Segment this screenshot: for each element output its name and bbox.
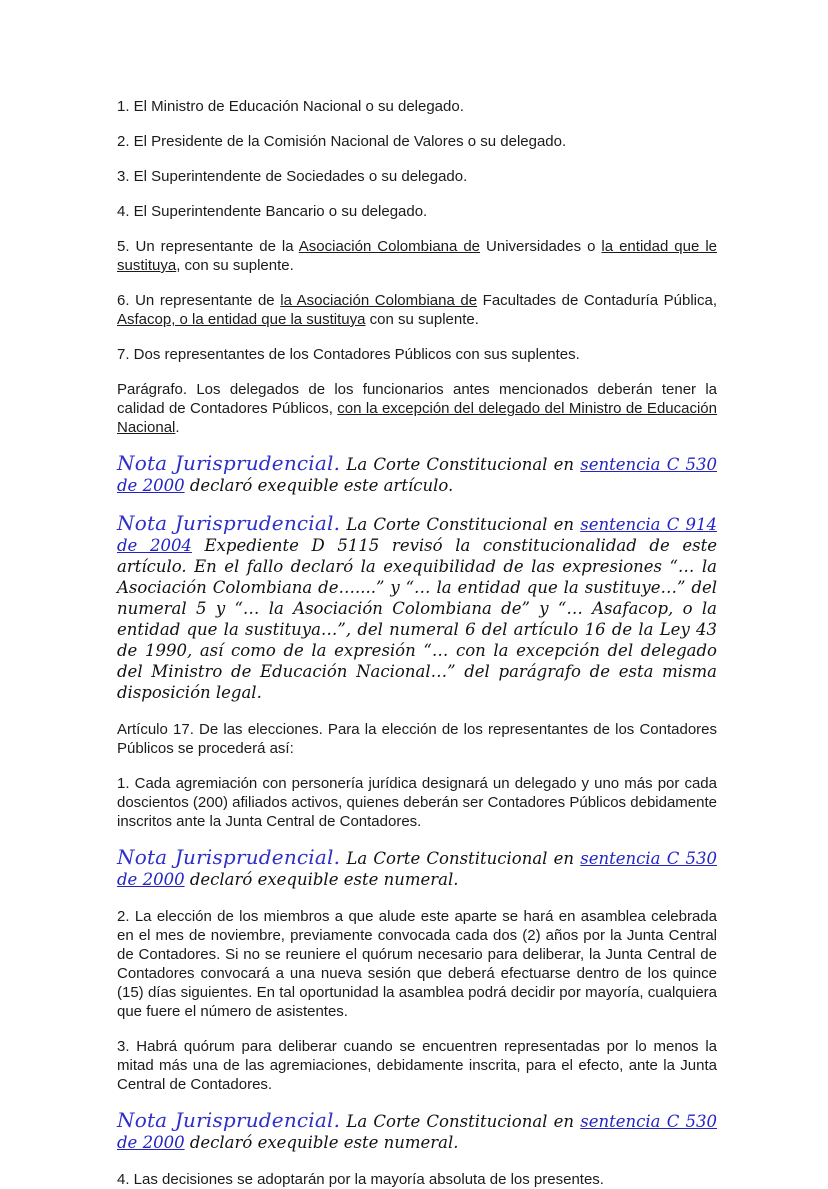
nota-jurisprudencial-heading: Nota Jurisprudencial. xyxy=(117,451,341,475)
nota-jurisprudencial-1 xyxy=(117,453,717,496)
art17-list-item-2 xyxy=(117,907,717,1021)
link-sentencia-c-914-de-2004[interactable]: sentencia C 914 de 2004 xyxy=(117,515,718,555)
text-segment: 3. El Superintendente de Sociedades o su delegado. xyxy=(117,168,468,185)
text-segment: declaró exequible este numeral. xyxy=(184,870,459,889)
art17-list-item-4 xyxy=(117,1170,717,1189)
paragrafo-paragraph xyxy=(117,380,717,437)
list-item-7 xyxy=(117,345,717,364)
text-segment: 3. Habrá quórum para deliberar cuando se encuentren representadas por lo menos la mitad más una de las agremiaciones, debidamente inscrita, para el efecto, ante la Junta Central de Contadores. xyxy=(117,1038,717,1093)
nota-jurisprudencial-heading: Nota Jurisprudencial. xyxy=(117,511,341,535)
list-item-2 xyxy=(117,132,717,151)
list-item-3 xyxy=(117,167,717,186)
text-segment: 2. El Presidente de la Comisión Nacional de Valores o su delegado. xyxy=(117,133,567,150)
underlined-text-segment: la entidad que le sustituya xyxy=(117,238,717,274)
list-item-6 xyxy=(117,291,717,329)
list-item-5 xyxy=(117,237,717,275)
underlined-text-segment: la Asociación Colombiana de xyxy=(280,292,478,309)
articulo-17-paragraph xyxy=(117,720,717,758)
nota-jurisprudencial-2 xyxy=(117,513,717,703)
text-segment: La Corte Constitucional en xyxy=(340,849,581,868)
text-segment: con su suplente. xyxy=(365,311,479,328)
text-segment: 1. El Ministro de Educación Nacional o su delegado. xyxy=(117,98,464,115)
nota-jurisprudencial-heading: Nota Jurisprudencial. xyxy=(117,1108,341,1132)
underlined-text-segment: Asfacop, o la entidad que la sustituya xyxy=(117,311,366,328)
text-segment: 7. Dos representantes de los Contadores Públicos con sus suplentes. xyxy=(117,346,580,363)
text-segment: La Corte Constitucional en xyxy=(340,1112,581,1131)
link-sentencia-c-530-de-2000[interactable]: sentencia C 530 de 2000 xyxy=(117,455,718,495)
text-segment: Artículo 17. De las elecciones. Para la elección de los representantes de los Contadores Públicos se procederá así: xyxy=(117,721,717,757)
nota-jurisprudencial-3 xyxy=(117,847,717,890)
text-segment: La Corte Constitucional en xyxy=(340,455,581,474)
underlined-text-segment: con la excepción del delegado del Ministro de Educación Nacional xyxy=(117,400,717,436)
text-segment: . xyxy=(175,419,180,436)
text-segment: 1. Cada agremiación con personería jurídica designará un delegado y uno más por cada doscientos (200) afiliados activos, quienes deberán ser Contadores Públicos debidamente inscritos ante la Junta Central de Contadores. xyxy=(117,775,717,830)
text-segment: La Corte Constitucional en xyxy=(340,515,581,534)
text-segment: 6. Un representante de xyxy=(117,292,281,309)
text-segment: declaró exequible este numeral. xyxy=(184,1133,459,1152)
text-segment: 2. La elección de los miembros a que alude este aparte se hará en asamblea celebrada en el mes de noviembre, previamente convocada cada dos (2) años por la Junta Central de Contadores. Si no se reuniere el quórum necesario para deliberar, la Junta Central de Contadores convocará a una nueva sesión que deberá efectuarse dentro de los quince (15) días siguientes. En tal oportunidad la asamblea podrá decidir por mayoría, cualquiera que fuere el número de asistentes. xyxy=(117,908,717,1020)
link-sentencia-c-530-de-2000[interactable]: sentencia C 530 de 2000 xyxy=(117,849,718,889)
text-segment: Parágrafo. Los delegados de los funcionarios antes mencionados deberán tener la calidad de Contadores Públicos, xyxy=(117,381,717,417)
art17-list-item-1 xyxy=(117,774,717,831)
text-segment: Facultades de Contaduría Pública, xyxy=(477,292,718,309)
text-segment: Expediente D 5115 revisó la constitucionalidad de este artículo. En el fallo declaró la exequibilidad de las expresiones “… la Asociación Colombiana de…....” y “… la entidad que la sustituye…” del numeral 5 y “… la Asociación Colombiana de” y “… Asafacop, o la entidad que la sustituya…”, del numeral 6 del artículo 16 de la Ley 43 de 1990, así como de la expresión “… con la excepción del delegado del Ministro de Educación Nacional…” del parágrafo de esta misma disposición legal. xyxy=(117,536,717,702)
list-item-1 xyxy=(117,97,717,116)
text-segment: , con su suplente. xyxy=(176,257,294,274)
nota-jurisprudencial-4 xyxy=(117,1110,717,1153)
list-item-4 xyxy=(117,202,717,221)
text-segment: 4. Las decisiones se adoptarán por la mayoría absoluta de los presentes. xyxy=(117,1171,604,1188)
nota-jurisprudencial-heading: Nota Jurisprudencial. xyxy=(117,845,341,869)
text-segment: 4. El Superintendente Bancario o su delegado. xyxy=(117,203,428,220)
link-sentencia-c-530-de-2000[interactable]: sentencia C 530 de 2000 xyxy=(117,1112,718,1152)
art17-list-item-3 xyxy=(117,1037,717,1094)
text-segment: 5. Un representante de la xyxy=(117,238,299,255)
text-segment: Universidades o xyxy=(480,238,602,255)
underlined-text-segment: Asociación Colombiana de xyxy=(298,238,481,255)
text-segment: declaró exequible este artículo. xyxy=(184,476,454,495)
